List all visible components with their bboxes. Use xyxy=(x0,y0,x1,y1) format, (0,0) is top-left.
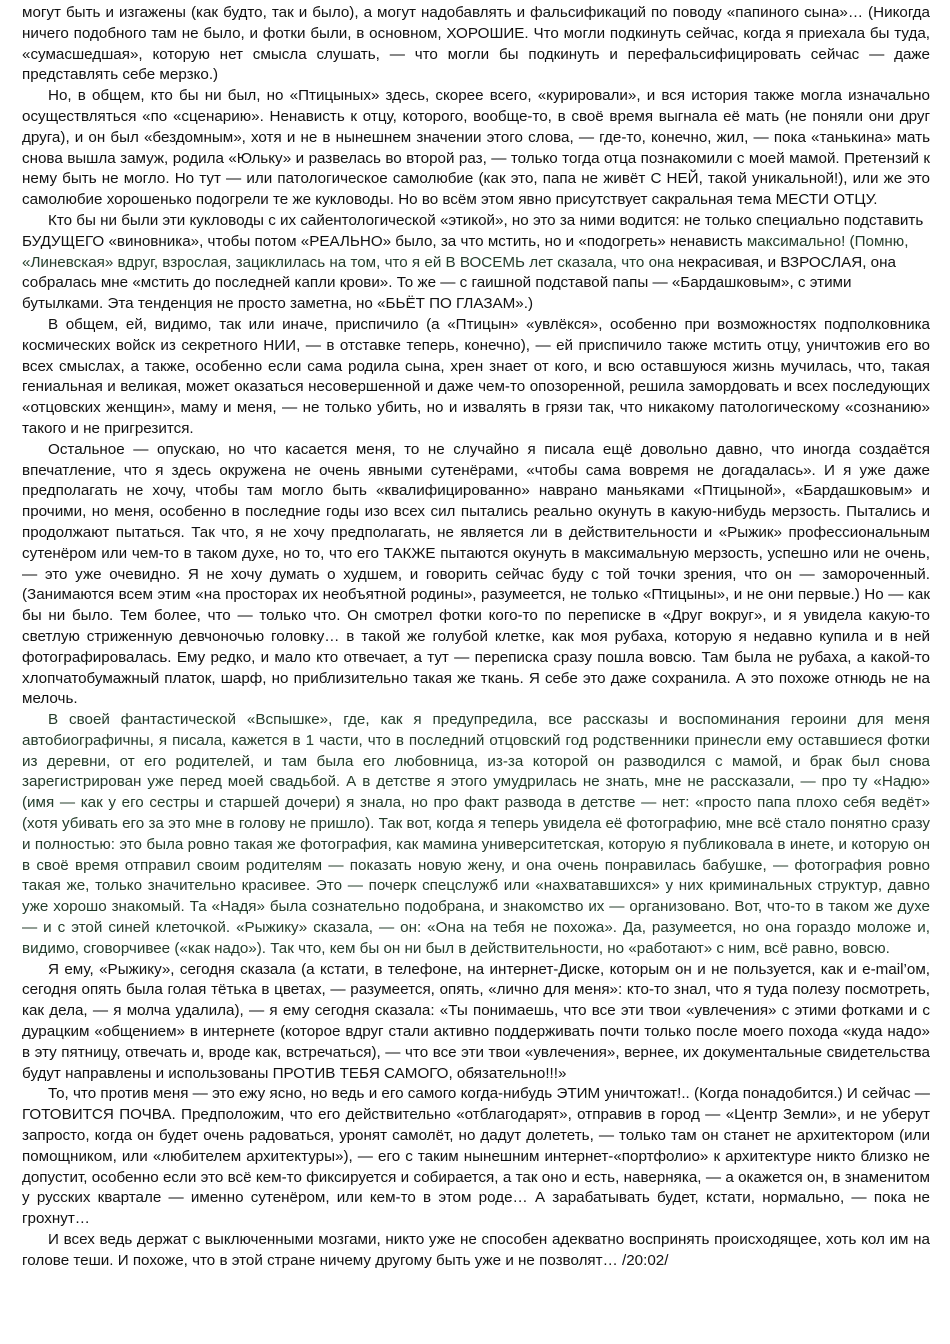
paragraph-2: Но, в общем, кто бы ни был, но «Птицыных» здесь, скорее всего, «курировали», и вся история также могла изначально осуществляться «по «сценарию». Ненависть к отцу, которого, вообще-то, в своё время выгнала её мать (не поняли они друг друга), и он был «бездомным», хотя и не в нынешнем значении этого слова, — где-то, конечно, жил, — пока «танькина» мать снова вышла замуж, родила «Юльку» и развелась во второй раз, — только тогда отца познакомили с моей мамой. Претензий к нему быть не могло. Но тут — или патологическое самолюбие (как это, папа не живёт С НЕЙ, такой уникальной!), или же это самолюбие хорошенько подогрели те же кукловоды. Но во всём этом явно присутствует сакральная тема МЕСТИ ОТЦУ. xyxy=(22,87,930,209)
paragraph-7: Я ему, «Рыжику», сегодня сказала (а кстати, в телефоне, на интернет-Диске, которым он и не пользуется, как и e-mail’ом, сегодня опять была голая тётька в цветах, — разумеется, опять, «лично для меня»: кто-то знал, что я туда полезу посмотреть, как дела, — я молча удалила), — я ему сегодня сказала: «Ты понимаешь, что все эти твои «увлечения» с этими фотками и с дурацким «общением» в интернете (которое вдруг стали активно поддерживать почти только после моего похода «куда надо» в эту пятницу, отвечать и, вроде как, встречаться), — что все эти твои «увлечения», вернее, их документальные свидетельства будут направлены и использованы ПРОТИВ ТЕБЯ САМОГО, обязательно!!!» xyxy=(22,960,930,1082)
paragraph-4: В общем, ей, видимо, так или иначе, приспичило (а «Птицын» «увлёкся», особенно при возможностях подполковника космических войск из секретного НИИ, — в отставке теперь, конечно), — ей приспичило также мстить отцу, уничтожив его во всех смыслах, а также, особенно если сама родила сына, хрен знает от кого, и всю оставшуюся жизнь мучилась, что, такая гениальная и великая, может оказаться несовершенной и даже чем-то опозоренной, решила замордовать и всех последующих «отцовских женщин», маму и меня, — не только убить, но и извалять в грязи так, что никакому патологическому «сознанию» такого и не пригрезится. xyxy=(22,315,930,437)
paragraph-6-highlighted: В своей фантастической «Вспышке», где, как я предупредила, все рассказы и воспоминания героини для меня автобиографичны, я писала, кажется в 1 части, что в последний отцовский год родственники принесли ему оставшиеся фотки из деревни, от его родителей, и там была его любовница, из-за которой он разводился с мамой, и брак был снова зарегистрирован уже перед моей свадьбой. А в детстве я этого умудрилась не знать, мне не рассказали, — про ту «Надю» (имя — как у его сестры и старшей дочери) я знала, но про факт развода в детстве — нет: «просто папа плохо себя ведёт» (хотя убивать его за это мне в голову не пришло). Так вот, когда я теперь увидела её фотографию, мне всё стало понятно сразу и полностью: это была ровно такая же фотография, как мамина университетская, которую я публиковала в инете, и которую он в своё время отправил своим родителям — показать новую жену, и она очень понравилась бабушке, — фотография ровно такая же, только значительно красивее. Это — почерк спецслужб или «нахвата​вшихся» у них криминальных структур, давно уже хорошо знакомый. Та «Надя» была сознательно подобрана, и знакомство их — организовано. Вот, что-то в таком же духе — и с этой синей клеточкой. «Рыжику» сказала, — он: «Она на тебя не похожа». Да, разумеется, но она гораздо моложе и, видимо, сговорчивее («как надо»). Так что, кем бы он ни был в действительности, но «работают» с ним, всё равно, вовсю. xyxy=(22,711,930,957)
paragraph-3-part-c: некрасивая, и ВЗРОСЛАЯ, она собралась мне «мстить до последней капли крови». То же — с гаишной подставой папы — «Бардашковым», с этими бутылками. Эта тенденция не просто заметна, но «БЬЁТ ПО ГЛАЗАМ».) xyxy=(22,253,896,313)
paragraph-3-highlighted-line: максимально! (Помню, «Линевская» вдруг, взрослая, зациклилась на том, что я ей В ВОСЕМЬ лет сказала, что она xyxy=(22,232,909,271)
paragraph-9: И всех ведь держат с выключенными мозгами, никто уже не способен адекватно воспринять происходящее, хоть кол им на голове теши. И похоже, что в этой стране ничему другому быть уже и не позволят… /20:02/ xyxy=(22,1231,930,1269)
paragraph-8: То, что против меня — это ежу ясно, но ведь и его самого когда-нибудь ЭТИМ уничтожат!.. (Когда понадобится.) И сейчас — ГОТОВИТСЯ ПОЧВА. Предположим, что его действительно «отблагодарят», отправив в город — «Центр Земли», и не уберут запросто, когда он будет очень радоваться, уронят самолёт, но дадут долететь, — только там он станет не архитектором (или помощником, или «любителем архитектуры»), — его с таким нынешним интернет-«портфолио» к архитектуре никто близко не допустит, особенно если это всё кем-то фиксируется и собирается, а так оно и есть, наверняка, — а окажется он, в знаменитом у русских квартале — именно сутенёром, или кем-то в этом роде… А зарабатывать будет, кстати, нормально, — пока не грохнут… xyxy=(22,1085,930,1228)
paragraph-3-part-a: Кто бы ни были эти кукловоды с их сайентологической «этикой», но это за ними водится: не только специально подставить БУДУЩЕГО «виновника», чтобы потом «РЕАЛЬНО» было, за что мстить, но и «подогреть» ненависть xyxy=(22,211,924,250)
paragraph-1: могут быть и изгажены (как будто, так и было), а могут надобавлять и фальсификаций по поводу «папиного сына»… (Никогда ничего подобного там не было, и фотки были, в основном, ХОРОШИЕ. Что могли подкинуть сейчас, когда я приехала бы туда, «сумасшедшая», которую нет смысла слушать, — что могли бы подкинуть и перефальсифицировать сейчас — даже представлять себе мерзко.) xyxy=(22,4,930,84)
paragraph-5: Остальное — опускаю, но что касается меня, то не случайно я писала ещё довольно давно, что иногда создаётся впечатление, что я здесь окружена не очень явными сутенёрами, «чтобы сама вовремя не догадалась». И я уже даже предполагать не хочу, чтобы там могло быть «квалифицированно» наврано маньяками «Птицыной», «Бардашковым» и прочими, но меня, особенно в последние годы изо всех сил пытались реально окунуть в какую-нибудь мерзость. Пытались и продолжают пытаться. Так что, я не хочу предполагать, не является ли в действительности и «Рыжик» профессиональным сутенёром или чем-то в таком духе, но то, что его ТАКЖЕ пытаются окунуть в максимальную мерзость, успешно или не очень, — это уже очевидно. Я не хочу думать о худшем, и говорить сейчас буду с той точки зрения, что он — замороченный. (Занимаются всем этим «на просторах их необъятной родины», разумеется, не только «Птицыны», и не они первые.) Но — как бы ни было. Тем более, что — только что. Он смотрел фотки кого-то по переписке в «Друг вокруг», и я увидела какую-то светлую стриженную девчоночью головку… в такой же голубой клетке, как моя рубаха, которую я недавно купила и в ней фотографировалась. Ему редко, и мало кто отвечает, а тут — переписка сразу пошла вовсю. Там была не рубаха, а какой-то хлопчатобумажный платок, шарф, но приблизительно такая же ткань. Я себе это даже сохранила. А это похоже отнюдь не на мелочь. xyxy=(22,440,930,708)
paragraph-3 xyxy=(22,211,930,315)
